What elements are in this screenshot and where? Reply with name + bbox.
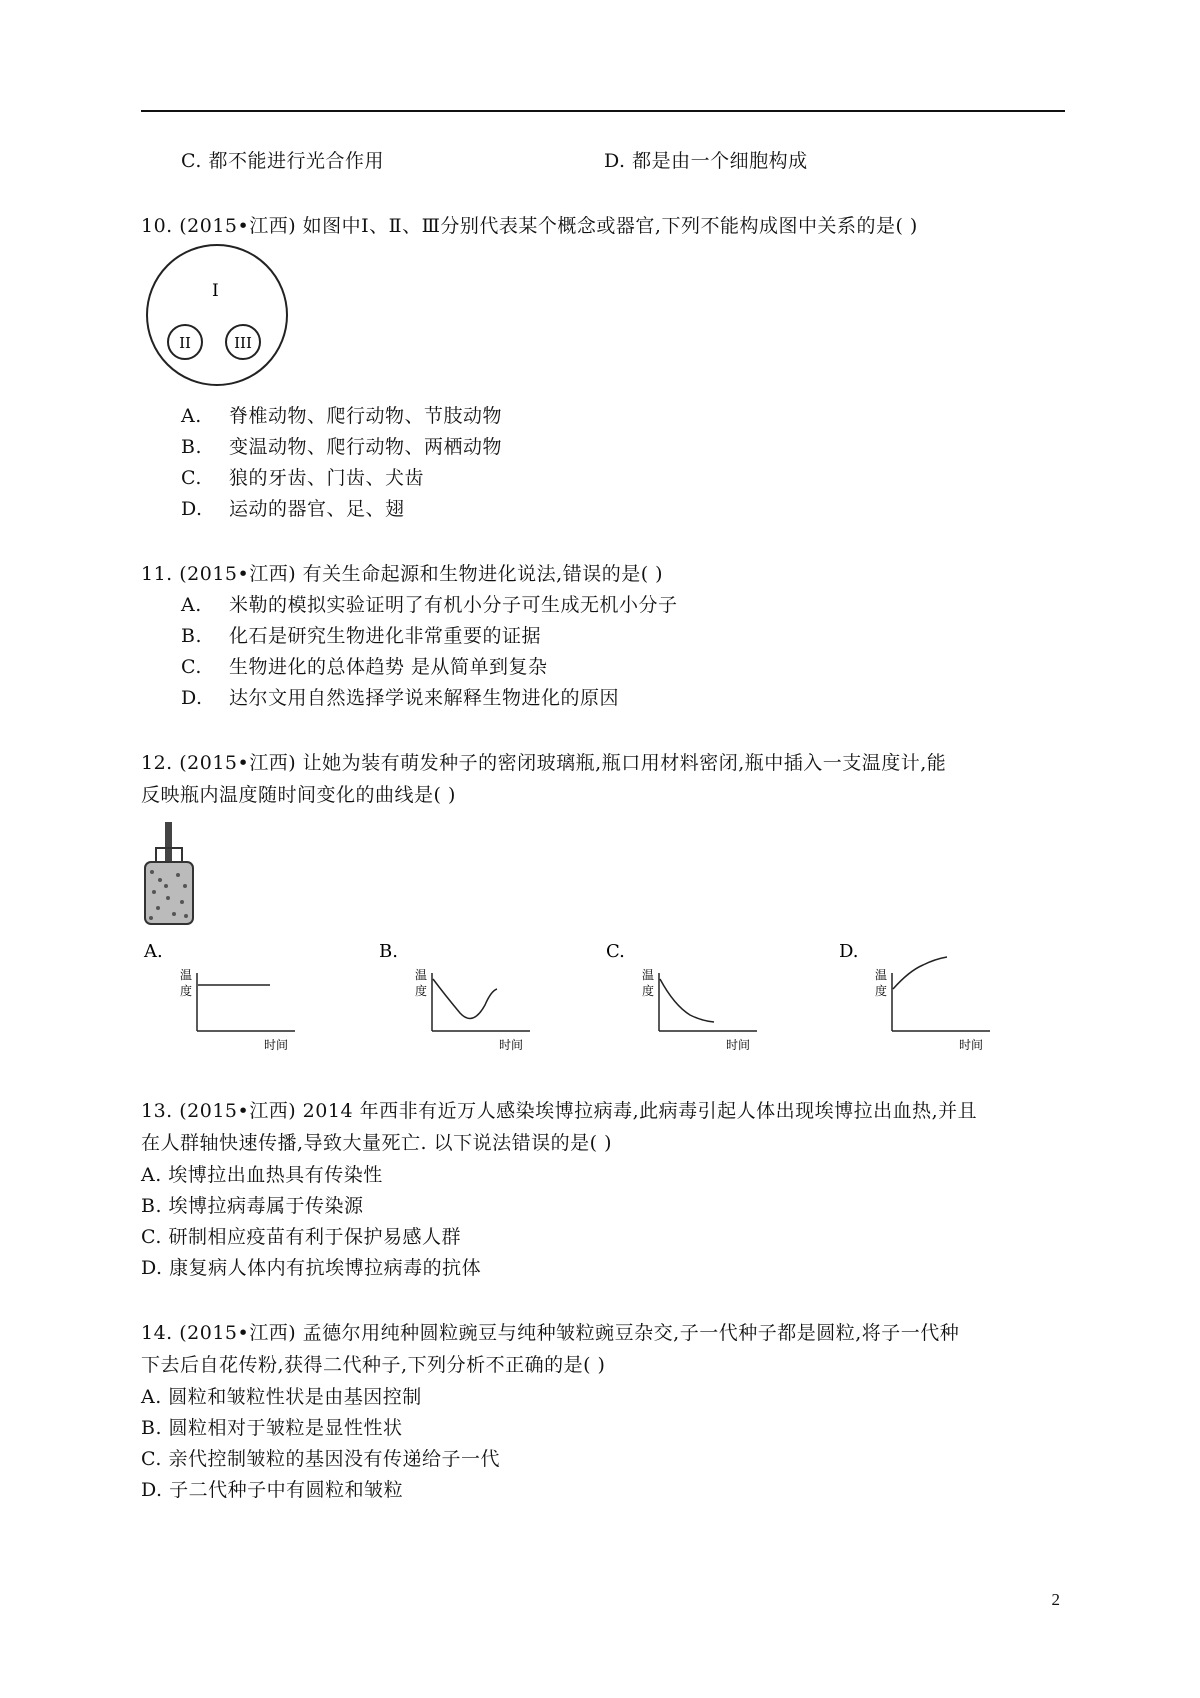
q10-option-d-text: 运动的器官、足、翅 <box>229 498 405 520</box>
q10-stem: 10. (2015•江西) 如图中Ⅰ、Ⅱ、Ⅲ分别代表某个概念或器官,下列不能构成图中关系的是( ) <box>141 215 918 237</box>
q14-stem-line1: 14. (2015•江西) 孟德尔用纯种圆粒豌豆与纯种皱粒豌豆杂交,子一代种子都是圆粒,将子一代种 <box>141 1322 960 1344</box>
q12-stem-line1: 12. (2015•江西) 让她为装有萌发种子的密闭玻璃瓶,瓶口用材料密闭,瓶中插入一支温度计,能 <box>141 752 947 774</box>
page-number: 2 <box>1051 1590 1060 1609</box>
graph-b-x-label: 时间 <box>499 1038 524 1052</box>
q13-stem-line1: 13. (2015•江西) 2014 年西非有近万人感染埃博拉病毒,此病毒引起人体出现埃博拉出血热,并且 <box>141 1100 978 1122</box>
q9-option-d: D. 都是由一个细胞构成 <box>604 150 808 172</box>
outer-circle <box>147 245 287 385</box>
q10-venn-diagram <box>143 244 333 389</box>
q11-option-d-label: D. <box>181 687 203 709</box>
q14-option-c: C. 亲代控制皱粒的基因没有传递给子一代 <box>141 1448 500 1470</box>
right-label: III <box>234 334 252 352</box>
graph-a-label: A. <box>144 941 163 962</box>
q10-option-a-text: 脊椎动物、爬行动物、节肢动物 <box>229 405 503 427</box>
q11-option-b-text: 化石是研究生物进化非常重要的证据 <box>229 625 542 647</box>
q9-option-c: C. 都不能进行光合作用 <box>181 150 384 172</box>
graph-c-y-label-1: 温 <box>642 968 655 982</box>
graph-a-x-label: 时间 <box>264 1038 289 1052</box>
left-label: II <box>179 334 191 352</box>
bottle-thermometer-icon <box>140 820 200 928</box>
graph-d-label: D. <box>839 941 859 962</box>
q10-option-c-text: 狼的牙齿、门齿、犬齿 <box>229 467 425 489</box>
graph-a <box>143 941 295 1052</box>
graph-d-y-label-2: 度 <box>875 984 888 998</box>
graph-c-y-label-2: 度 <box>642 984 655 998</box>
q11-option-a-label: A. <box>181 594 202 616</box>
q12-stem-line2: 反映瓶内温度随时间变化的曲线是( ) <box>141 784 456 806</box>
q14-option-b: B. 圆粒相对于皱粒是显性性状 <box>141 1417 403 1439</box>
q11-option-a-text: 米勒的模拟实验证明了有机小分子可生成无机小分子 <box>229 594 678 616</box>
q14-stem-line2: 下去后自花传粉,获得二代种子,下列分析不正确的是( ) <box>141 1354 606 1376</box>
graph-d <box>839 941 990 1052</box>
graph-a-y-label-1: 温 <box>180 968 193 982</box>
q13-stem-line2: 在人群轴快速传播,导致大量死亡. 以下说法错误的是( ) <box>141 1132 612 1154</box>
q13-option-d: D. 康复病人体内有抗埃博拉病毒的抗体 <box>141 1257 482 1279</box>
q11-option-b-label: B. <box>181 625 203 647</box>
graph-b-y-label-2: 度 <box>415 984 428 998</box>
graph-b <box>379 941 530 1052</box>
q10-option-c-label: C. <box>181 467 202 489</box>
q10-option-b-label: B. <box>181 436 203 458</box>
q11-option-d-text: 达尔文用自然选择学说来解释生物进化的原因 <box>229 687 620 709</box>
graph-d-curve <box>893 957 947 989</box>
q11-option-c-text: 生物进化的总体趋势 是从简单到复杂 <box>229 656 548 678</box>
graph-c-label: C. <box>606 941 625 962</box>
q10-option-a-label: A. <box>181 405 202 427</box>
graph-d-y-label-1: 温 <box>875 968 888 982</box>
graph-c <box>606 941 757 1052</box>
graph-c-curve <box>660 979 714 1022</box>
q11-stem: 11. (2015•江西) 有关生命起源和生物进化说法,错误的是( ) <box>141 563 664 585</box>
q13-option-b: B. 埃博拉病毒属于传染源 <box>141 1195 364 1217</box>
q13-option-c: C. 研制相应疫苗有利于保护易感人群 <box>141 1226 461 1248</box>
q10-option-b-text: 变温动物、爬行动物、两栖动物 <box>229 436 503 458</box>
q14-option-a: A. 圆粒和皱粒性状是由基因控制 <box>141 1386 422 1408</box>
q12-graphs <box>140 935 1000 1065</box>
header-rule <box>141 110 1065 112</box>
q11-option-c-label: C. <box>181 656 202 678</box>
q13-option-a: A. 埃博拉出血热具有传染性 <box>141 1164 383 1186</box>
graph-b-curve <box>433 979 497 1018</box>
graph-a-y-label-2: 度 <box>180 984 193 998</box>
q14-option-d: D. 子二代种子中有圆粒和皱粒 <box>141 1479 404 1501</box>
graph-b-label: B. <box>379 941 398 962</box>
graph-b-y-label-1: 温 <box>415 968 428 982</box>
graph-c-x-label: 时间 <box>726 1038 751 1052</box>
graph-d-x-label: 时间 <box>959 1038 984 1052</box>
q10-option-d-label: D. <box>181 498 203 520</box>
outer-label: I <box>212 281 219 301</box>
